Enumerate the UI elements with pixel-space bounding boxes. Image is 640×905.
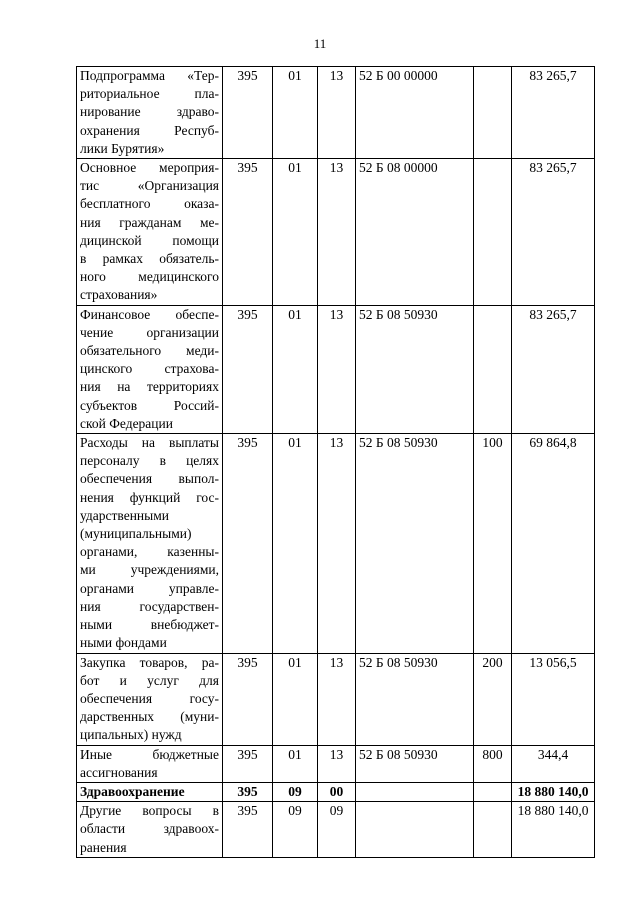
row-name-line: тис «Организация [80,178,219,194]
ministry-code-cell: 395 [223,653,273,745]
row-name-line: Финансовое обеспе- [80,306,219,322]
expense-type-cell [474,305,512,433]
ministry-code-cell: 395 [223,67,273,159]
ministry-code-cell: 395 [223,782,273,801]
row-name-line: ранения [80,839,127,855]
amount-cell: 69 864,8 [512,434,595,653]
subsection-code-cell: 00 [318,782,356,801]
page-number: 11 [313,36,327,51]
row-name-line: охранения Респуб- [80,122,219,138]
row-name-cell [77,67,223,159]
row-name-line: бесплатного оказа- [80,196,219,212]
section-code-cell: 01 [273,653,318,745]
expense-type-cell: 800 [474,745,512,782]
row-name-line: органами управле- [80,580,219,596]
subsection-code-cell: 13 [318,653,356,745]
subsection-code-cell: 13 [318,305,356,433]
row-name-line: (муниципальными) [80,526,192,542]
subsection-code-cell: 13 [318,159,356,306]
row-name-line: ми учреждениями, [80,562,219,578]
row-name-line: ципальных) нужд [80,727,182,743]
row-name-line: нирование здраво- [80,104,219,120]
row-name-line: органами, казенны- [80,544,219,560]
row-name-line: Другие вопросы в [80,803,219,819]
amount-cell: 83 265,7 [512,159,595,306]
row-name-line: персоналу в целях [80,453,219,469]
row-name-line: ассигнования [80,764,158,780]
row-name-line: ными внебюджет- [80,617,219,633]
section-code-cell: 09 [273,802,318,858]
target-article-cell: 52 Б 08 50930 [356,745,474,782]
subsection-code-cell: 13 [318,745,356,782]
row-name-line: субъектов Россий- [80,397,219,413]
row-name-line: ния гражданам ме- [80,214,219,230]
target-article-cell: 52 Б 08 50930 [356,305,474,433]
row-name-line: ударственными [80,507,169,523]
expense-type-cell: 200 [474,653,512,745]
expense-type-cell: 100 [474,434,512,653]
row-name-line: ными фондами [80,635,167,651]
amount-cell: 83 265,7 [512,305,595,433]
row-name-line: бот и услуг для [80,672,219,688]
amount-cell: 18 880 140,0 [512,802,595,858]
expense-type-cell [474,67,512,159]
row-name-line: цинского страхова- [80,361,219,377]
ministry-code-cell: 395 [223,745,273,782]
row-name-line: дарственных (муни- [80,709,219,725]
row-name-line: области здравоох- [80,821,219,837]
expense-type-cell [474,782,512,801]
section-code-cell: 01 [273,159,318,306]
target-article-cell: 52 Б 08 50930 [356,653,474,745]
ministry-code-cell: 395 [223,305,273,433]
row-name-line: дицинской помощи [80,232,219,248]
row-name-cell [77,745,223,782]
row-name-line: Здравоохранение [80,783,185,799]
table-row [77,653,595,745]
table-row [77,305,595,433]
table-row [77,745,595,782]
row-name-line: ской Федерации [80,415,173,431]
amount-cell: 18 880 140,0 [512,782,595,801]
section-code-cell: 01 [273,434,318,653]
amount-cell: 13 056,5 [512,653,595,745]
subsection-code-cell: 09 [318,802,356,858]
row-name-line: Закупка товаров, ра- [80,654,219,670]
budget-table-body [77,67,595,858]
row-name-cell [77,782,223,801]
ministry-code-cell: 395 [223,434,273,653]
row-name-line: Подпрограмма «Тер- [80,68,219,83]
section-code-cell: 01 [273,745,318,782]
row-name-line: чение организации [80,324,219,340]
table-row [77,434,595,653]
target-article-cell [356,782,474,801]
row-name-line: Основное мероприя- [80,160,219,176]
row-name-line: обязательного меди- [80,343,219,359]
row-name-cell [77,159,223,306]
row-name-line: страхования» [80,287,158,303]
row-name-cell [77,305,223,433]
row-name-line: обеспечения госу- [80,690,219,706]
budget-table [76,66,595,858]
section-code-cell: 09 [273,782,318,801]
row-name-line: в рамках обязатель- [80,251,219,267]
subsection-code-cell: 13 [318,434,356,653]
row-name-line: Расходы на выплаты [80,435,219,451]
ministry-code-cell: 395 [223,802,273,858]
expense-type-cell [474,802,512,858]
row-name-line: лики Бурятия» [80,140,165,156]
row-name-line: ния на территориях [80,379,219,395]
table-row [77,67,595,159]
section-code-cell: 01 [273,67,318,159]
table-row [77,802,595,858]
target-article-cell [356,802,474,858]
row-name-line: нения функций гос- [80,489,219,505]
row-name-line: ния государствен- [80,598,219,614]
amount-cell: 83 265,7 [512,67,595,159]
target-article-cell: 52 Б 08 50930 [356,434,474,653]
target-article-cell: 52 Б 08 00000 [356,159,474,306]
table-row [77,782,595,801]
section-code-cell: 01 [273,305,318,433]
amount-cell: 344,4 [512,745,595,782]
table-row [77,159,595,306]
target-article-cell: 52 Б 00 00000 [356,67,474,159]
row-name-line: ного медицинского [80,269,219,285]
row-name-line: Иные бюджетные [80,746,219,762]
row-name-cell [77,653,223,745]
row-name-line: обеспечения выпол- [80,471,219,487]
subsection-code-cell: 13 [318,67,356,159]
ministry-code-cell: 395 [223,159,273,306]
expense-type-cell [474,159,512,306]
row-name-line: риториальное пла- [80,86,219,102]
row-name-cell [77,802,223,858]
row-name-cell [77,434,223,653]
